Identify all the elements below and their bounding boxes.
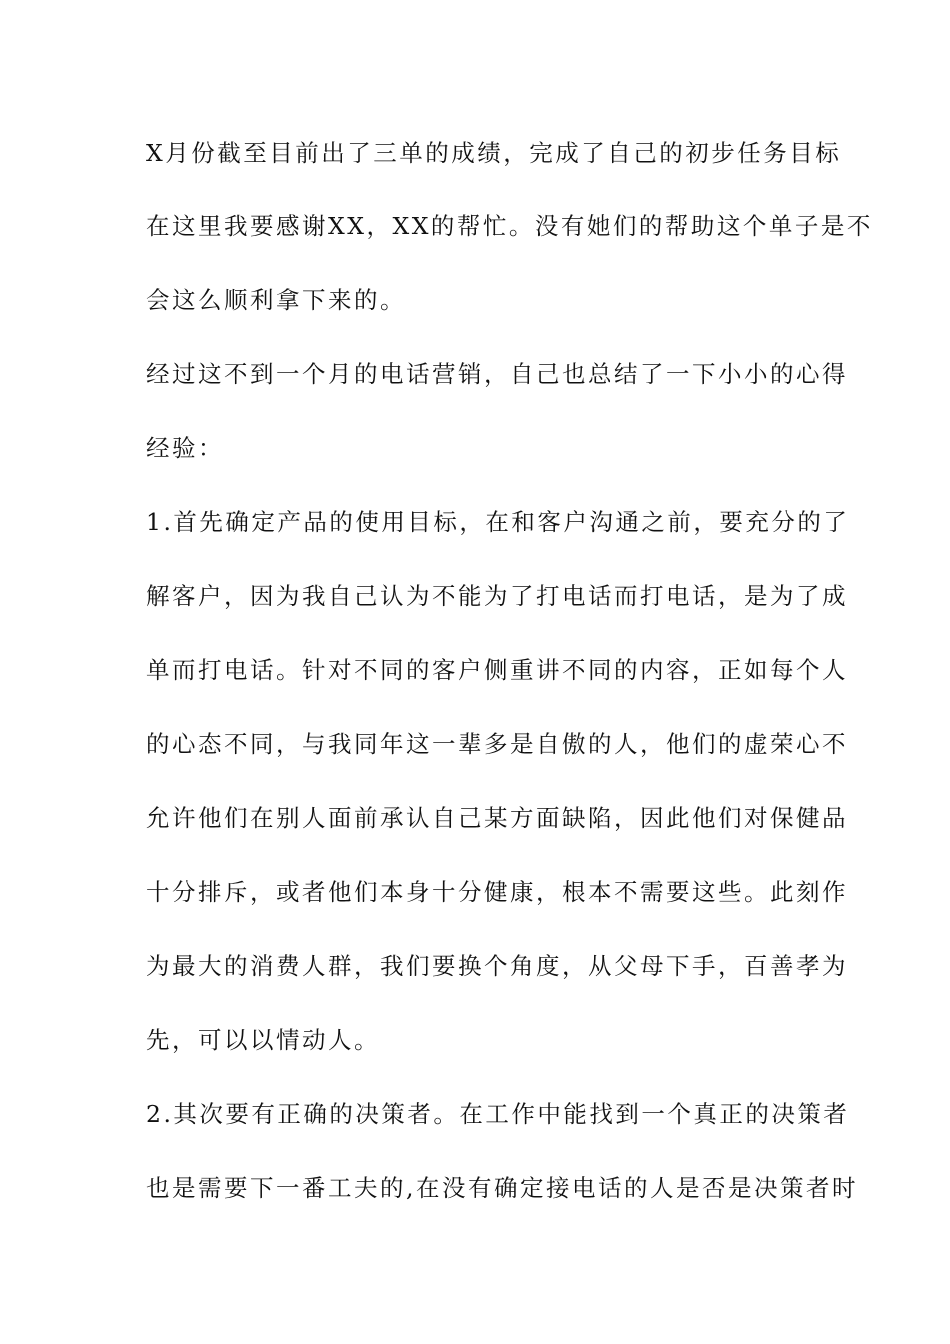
text-line-6: 1.首先确定产品的使用目标，在和客户沟通之前，要充分的了 [146, 508, 850, 536]
text-line-2: 在这里我要感谢XX，XX的帮忙。没有她们的帮助这个单子是不 [146, 212, 873, 240]
text-line-10: 允许他们在别人面前承认自己某方面缺陷，因此他们对保健品 [146, 804, 848, 832]
text-line-12: 为最大的消费人群，我们要换个角度，从父母下手，百善孝为 [146, 952, 848, 980]
text-line-11: 十分排斥，或者他们本身十分健康，根本不需要这些。此刻作 [146, 878, 848, 906]
text-line-5: 经验： [146, 434, 224, 462]
text-line-1: X月份截至目前出了三单的成绩，完成了自己的初步任务目标 [146, 139, 842, 167]
text-line-3: 会这么顺利拿下来的。 [146, 286, 406, 314]
text-line-4: 经过这不到一个月的电话营销，自己也总结了一下小小的心得 [146, 360, 848, 388]
text-line-9: 的心态不同，与我同年这一辈多是自傲的人，他们的虚荣心不 [146, 730, 848, 758]
text-line-13: 先，可以以情动人。 [146, 1026, 380, 1054]
text-line-7: 解客户，因为我自己认为不能为了打电话而打电话，是为了成 [146, 582, 848, 610]
text-line-8: 单而打电话。针对不同的客户侧重讲不同的内容，正如每个人 [146, 656, 848, 684]
text-line-15: 也是需要下一番工夫的,在没有确定接电话的人是否是决策者时 [146, 1174, 858, 1202]
text-line-14: 2.其次要有正确的决策者。在工作中能找到一个真正的决策者 [146, 1100, 850, 1128]
